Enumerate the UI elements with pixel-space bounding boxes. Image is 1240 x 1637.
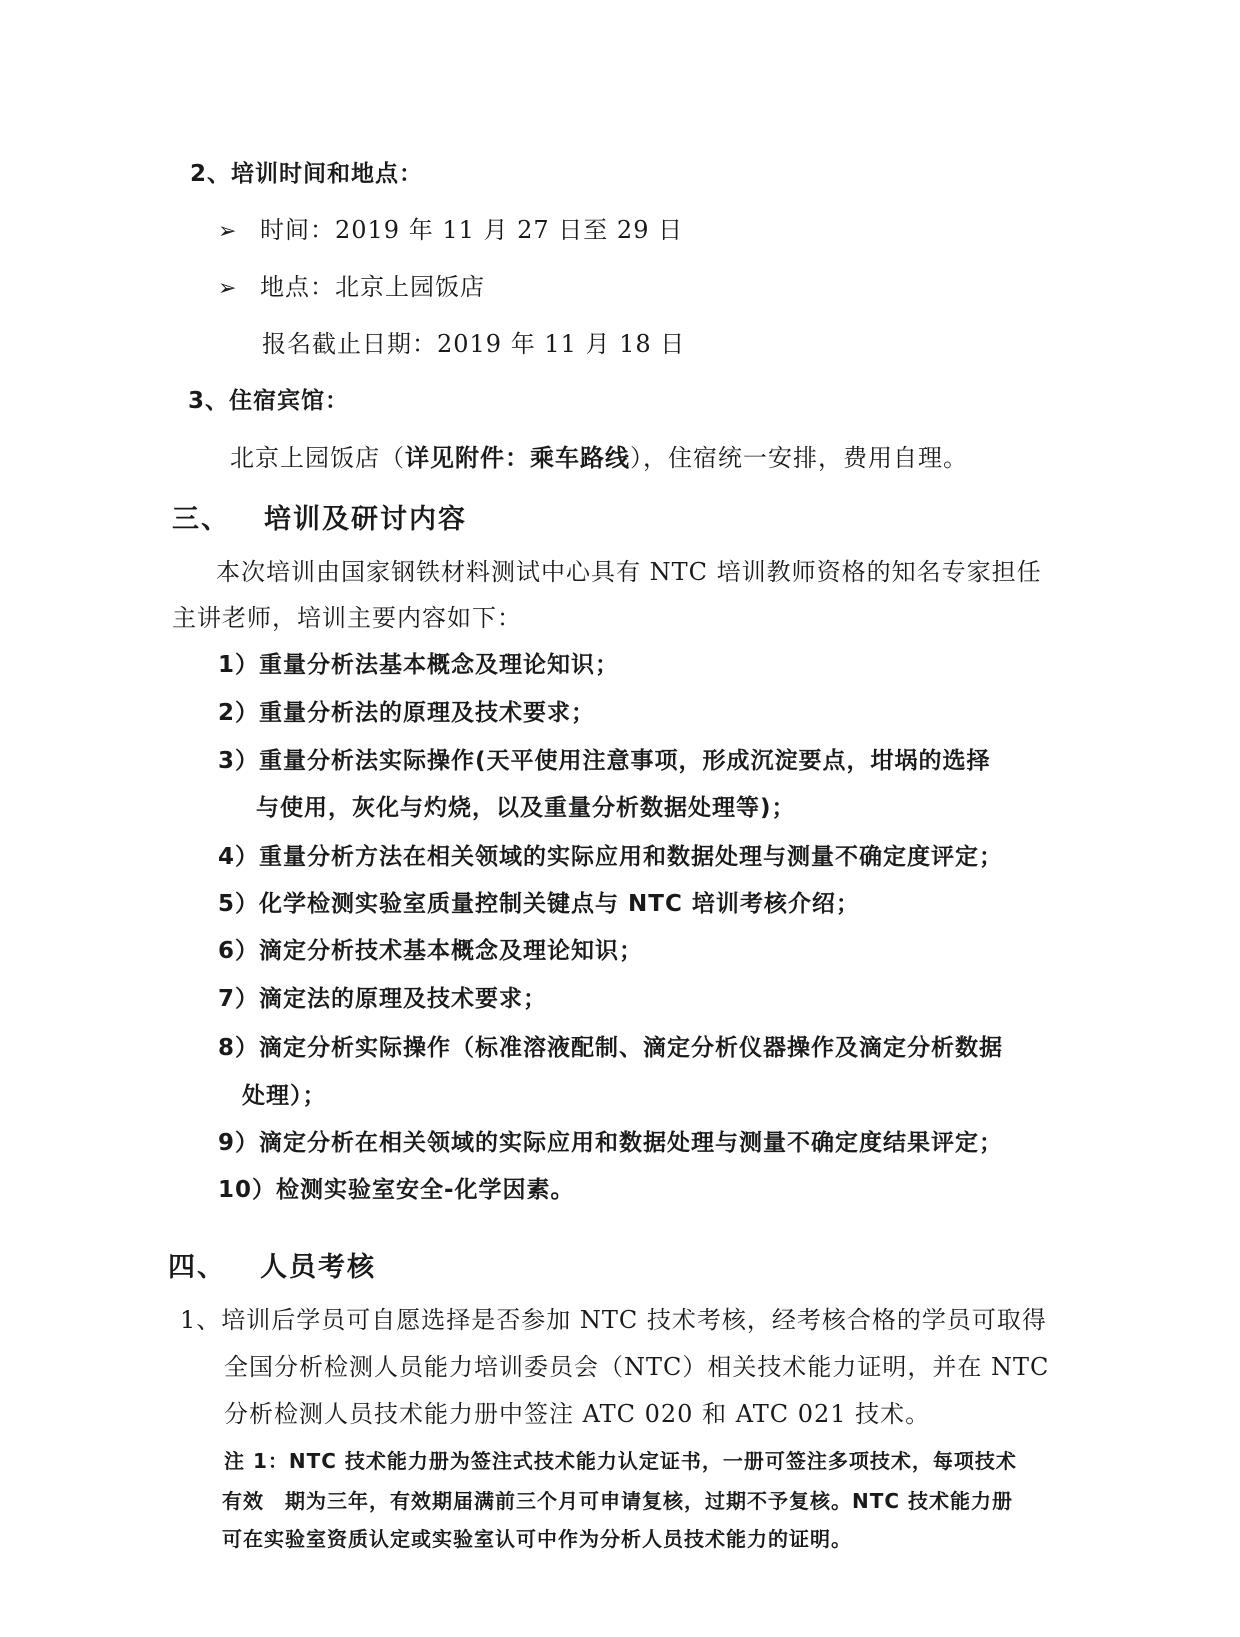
note-1-line2: 有效 期为三年，有效期届满前三个月可申请复核，过期不予复核。NTC 技术能力册: [222, 1489, 1014, 1513]
hotel-heading: 3、住宿宾馆：: [188, 388, 350, 414]
deadline-value: 2019 年 11 月 18 日: [437, 330, 686, 358]
training-item-10: 10）检测实验室安全-化学因素。: [218, 1177, 575, 1203]
hotel-paragraph: [230, 442, 968, 474]
section-three-heading: [172, 502, 467, 538]
training-item-5: 5）化学检测实验室质量控制关键点与 NTC 培训考核介绍；: [218, 891, 860, 917]
section-three-intro-line1: 本次培训由国家钢铁材料测试中心具有 NTC 培训教师资格的知名专家担任: [216, 558, 1042, 586]
section-four-heading: [168, 1250, 376, 1286]
training-item-3-cont: 与使用，灰化与灼烧，以及重量分析数据处理等)；: [256, 795, 796, 821]
assessment-para-line1: 1、培训后学员可自愿选择是否参加 NTC 技术考核，经考核合格的学员可取得: [180, 1306, 1047, 1334]
hotel-suffix: ），住宿统一安排，费用自理。: [630, 444, 968, 472]
training-item-4: 4）重量分析方法在相关领域的实际应用和数据处理与测量不确定度评定；: [218, 844, 1004, 870]
section-three-title: 培训及研讨内容: [264, 504, 467, 535]
training-item-9: 9）滴定分析在相关领域的实际应用和数据处理与测量不确定度结果评定；: [218, 1130, 1004, 1156]
deadline-label: 报名截止日期：: [262, 330, 437, 358]
time-label: 时间：: [260, 216, 335, 244]
training-item-8: 8）滴定分析实际操作（标准溶液配制、滴定分析仪器操作及滴定分析数据: [218, 1035, 1004, 1061]
time-row: [218, 214, 683, 248]
training-item-7: 7）滴定法的原理及技术要求；: [218, 986, 548, 1012]
time-value: 2019 年 11 月 27 日至 29 日: [335, 216, 684, 244]
training-item-6: 6）滴定分析技术基本概念及理论知识；: [218, 938, 644, 964]
section-three-intro-line2: 主讲老师，培训主要内容如下：: [172, 604, 522, 632]
place-row: [218, 271, 485, 305]
note-1-line3: 可在实验室资质认定或实验室认可中作为分析人员技术能力的证明。: [222, 1527, 852, 1551]
hotel-prefix: 北京上园饭店（: [230, 444, 405, 472]
note-1-line1: 注 1：NTC 技术能力册为签注式技术能力认定证书，一册可签注多项技术，每项技术: [224, 1449, 1017, 1473]
bullet-arrow-icon: ➢: [218, 276, 238, 301]
training-item-2: 2）重量分析法的原理及技术要求；: [218, 700, 596, 726]
place-value: 北京上园饭店: [335, 273, 485, 301]
hotel-attachment-note: 详见附件：乘车路线: [405, 444, 630, 472]
place-label: 地点：: [260, 273, 335, 301]
training-item-1: 1）重量分析法基本概念及理论知识；: [218, 652, 620, 678]
assessment-para-line3: 分析检测人员技术能力册中签注 ATC 020 和 ATC 021 技术。: [224, 1400, 931, 1428]
training-item-8-cont: 处理）；: [242, 1083, 327, 1109]
training-time-place-heading: 2、培训时间和地点：: [190, 161, 424, 187]
section-four-title: 人员考核: [260, 1252, 376, 1283]
assessment-para-line2: 全国分析检测人员能力培训委员会（NTC）相关技术能力证明，并在 NTC: [224, 1353, 1050, 1381]
training-item-3: 3）重量分析法实际操作(天平使用注意事项，形成沉淀要点，坩埚的选择: [218, 748, 991, 774]
section-four-number: 四、: [168, 1252, 226, 1283]
section-three-number: 三、: [172, 504, 230, 535]
deadline-row: [262, 328, 685, 360]
bullet-arrow-icon: ➢: [218, 219, 238, 244]
